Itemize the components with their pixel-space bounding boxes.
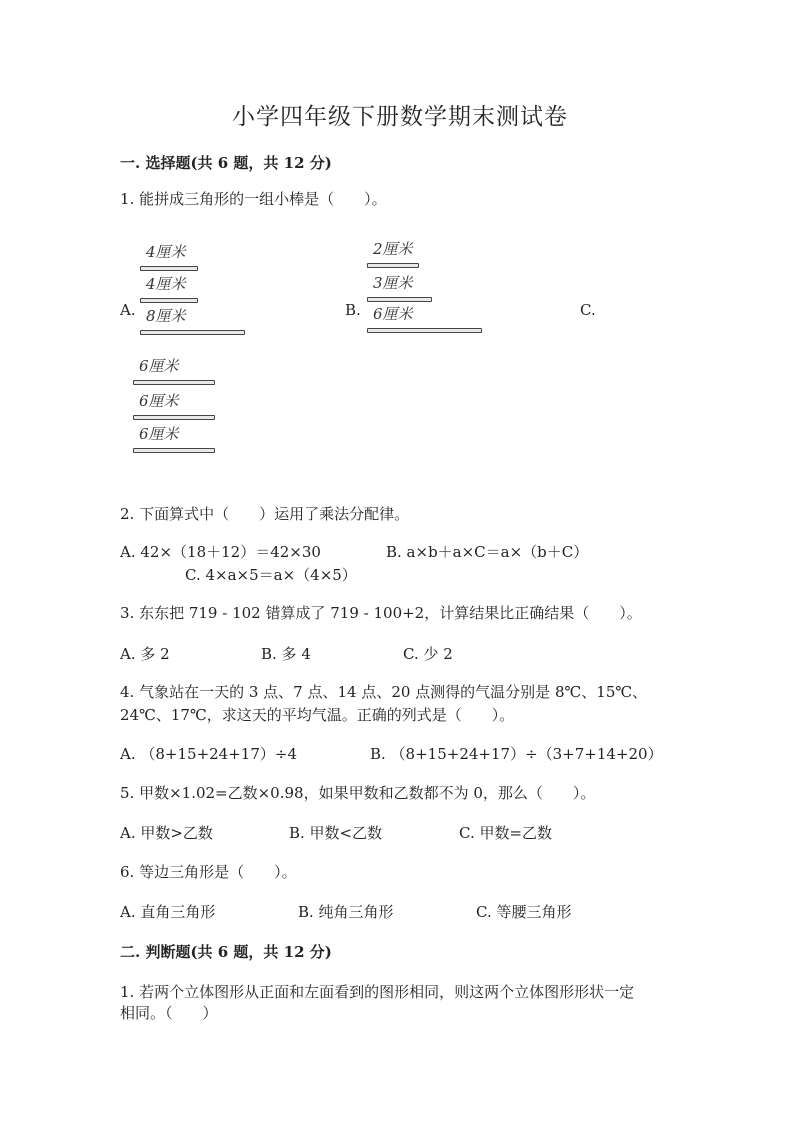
page-title: 小学四年级下册数学期末测试卷 [232, 104, 568, 130]
stick-b1: 2厘米 [367, 255, 417, 268]
q5-option-a: A. 甲数>乙数 [120, 824, 213, 842]
q2-option-c: C. 4×a×5＝a×（4×5） [185, 566, 357, 584]
q5-option-c: C. 甲数=乙数 [459, 824, 553, 842]
q6-option-c: C. 等腰三角形 [476, 903, 572, 921]
q1-option-a-label: A. [120, 301, 136, 319]
section-heading-choice: 一. 选择题(共 6 题，共 12 分) [120, 154, 332, 172]
q4-option-a: A. （8+15+24+17）÷4 [120, 745, 297, 763]
stick-c2: 6厘米 [133, 407, 213, 420]
q6-option-b: B. 纯角三角形 [298, 903, 394, 921]
stick-b2: 3厘米 [367, 289, 430, 302]
question-1-text: 1. 能拼成三角形的一组小棒是（ ）。 [120, 190, 387, 208]
judgement-1-line-1: 1. 若两个立体图形从正面和左面看到的图形相同，则这两个立体图形形状一定 [120, 983, 635, 1001]
q5-option-b: B. 甲数<乙数 [289, 824, 383, 842]
q3-option-c: C. 少 2 [403, 645, 453, 663]
question-5-text: 5. 甲数×1.02=乙数×0.98，如果甲数和乙数都不为 0，那么（ ）。 [120, 784, 596, 802]
stick-b3: 6厘米 [367, 320, 480, 333]
q2-option-a: A. 42×（18＋12）＝42×30 [120, 543, 321, 561]
judgement-1-line-2: 相同。（ ） [120, 1004, 218, 1022]
q2-option-b: B. a×b＋a×C＝a×（b＋C） [386, 543, 589, 561]
question-6-text: 6. 等边三角形是（ ）。 [120, 863, 297, 881]
q3-option-b: B. 多 4 [261, 645, 311, 663]
question-4-line-2: 24℃、17℃，求这天的平均气温。正确的列式是（ ）。 [120, 706, 515, 724]
stick-a2: 4厘米 [140, 290, 196, 303]
q1-option-c-label: C. [580, 301, 596, 319]
q6-option-a: A. 直角三角形 [120, 903, 216, 921]
stick-c3: 6厘米 [133, 440, 213, 453]
q1-option-b-label: B. [345, 301, 361, 319]
question-2-text: 2. 下面算式中（ ）运用了乘法分配律。 [120, 505, 410, 523]
section-heading-judgement: 二. 判断题(共 6 题，共 12 分) [120, 943, 332, 961]
stick-a3: 8厘米 [140, 322, 243, 335]
question-3-text: 3. 东东把 719 - 102 错算成了 719 - 100+2，计算结果比正确结果（ ）。 [120, 604, 642, 622]
q4-option-b: B. （8+15+24+17）÷（3+7+14+20） [370, 745, 663, 763]
stick-a1: 4厘米 [140, 258, 196, 271]
q3-option-a: A. 多 2 [120, 645, 170, 663]
stick-c1: 6厘米 [133, 372, 213, 385]
question-4-line-1: 4. 气象站在一天的 3 点、7 点、14 点、20 点测得的气温分别是 8℃、15℃、 [120, 683, 648, 701]
